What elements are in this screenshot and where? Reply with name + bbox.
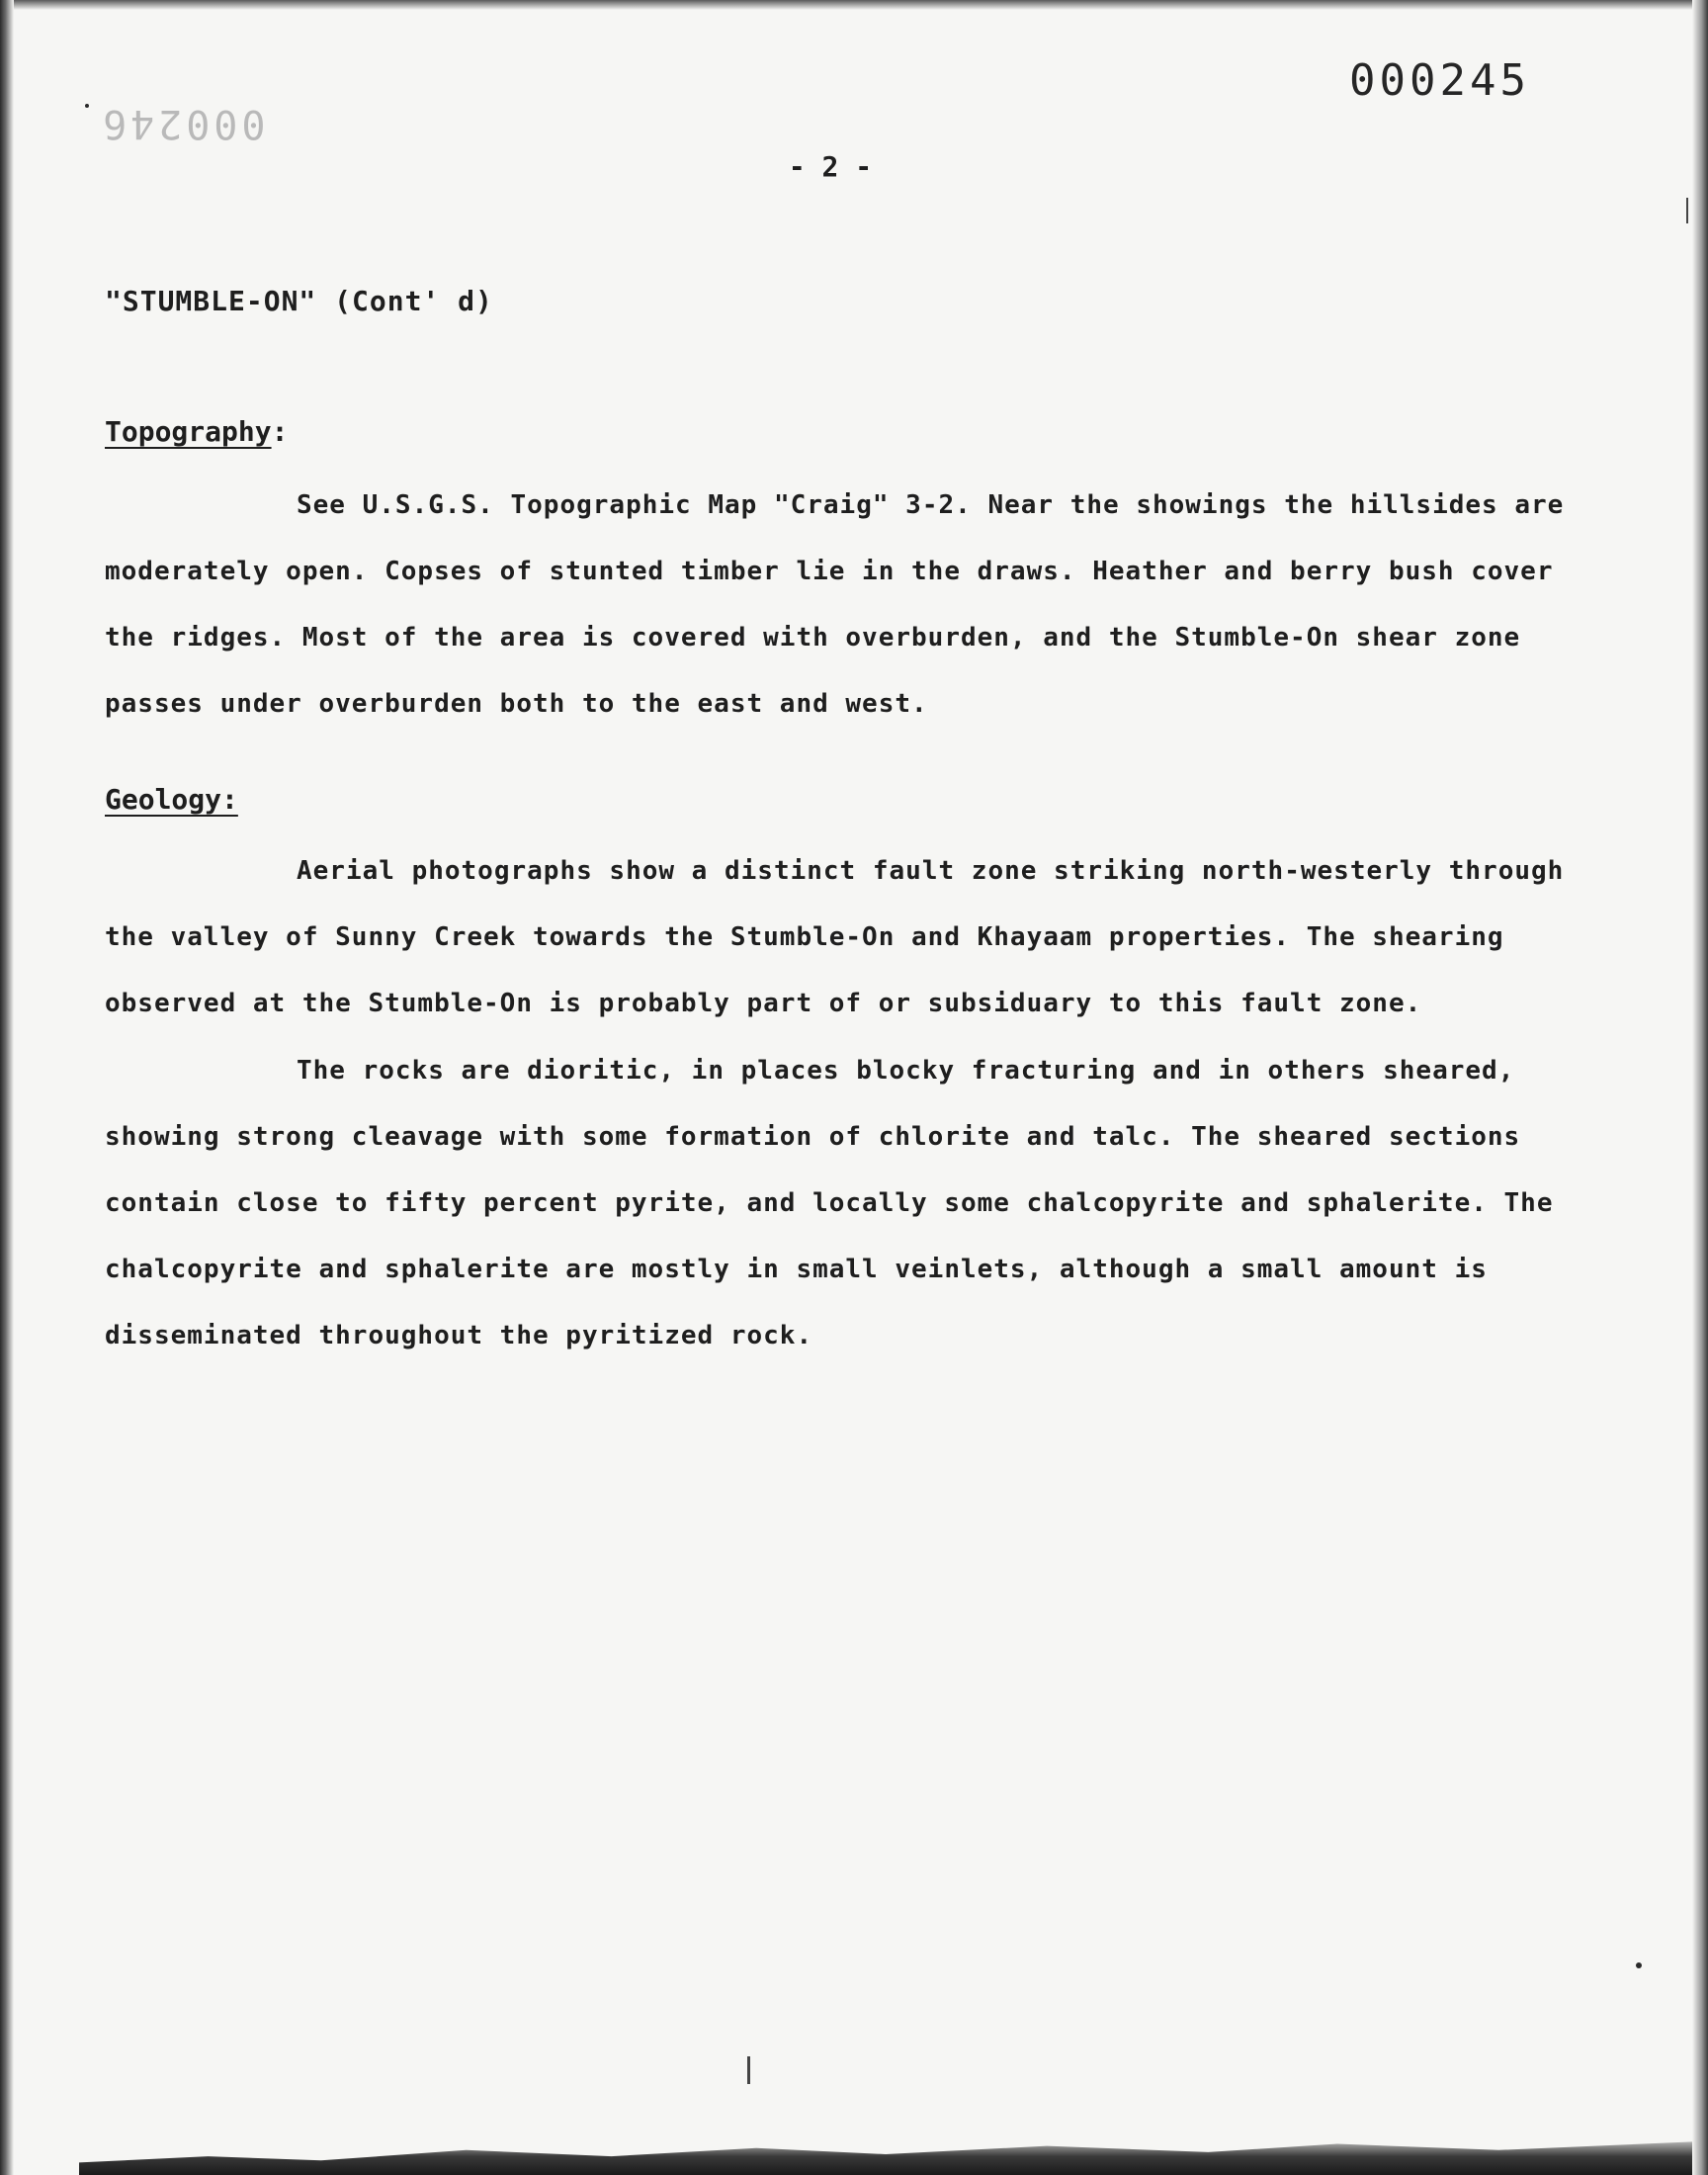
document-number-stamp: 000245 (1349, 55, 1530, 106)
paragraph-geology-1 (105, 838, 1587, 1037)
paragraph-topography (105, 473, 1587, 738)
paragraph-text: Aerial photographs show a distinct fault zone striking north-westerly through the valley of Sunny Creek towards the Stumble-On and Khayaam properties. The shearing observed at the Stumble-On is probably part of or subsiduary to this fault zone. (105, 856, 1565, 1018)
heading-colon: : (271, 415, 289, 448)
scan-mark (1686, 198, 1688, 223)
scan-speck (1636, 1962, 1642, 1968)
heading-text: Topography (105, 415, 272, 448)
scan-top-edge (0, 0, 1708, 10)
scan-bottom-edge (79, 2133, 1692, 2175)
scan-right-edge (1692, 0, 1708, 2175)
scan-left-edge (0, 0, 14, 2175)
document-title: "STUMBLE-ON" (Cont' d) (105, 285, 493, 317)
heading-text: Geology: (105, 783, 238, 816)
scan-mark (747, 2056, 750, 2084)
section-heading-geology (105, 783, 238, 816)
paragraph-geology-2 (105, 1038, 1587, 1369)
scan-speck (85, 104, 89, 108)
page-number: - 2 - (788, 150, 873, 183)
paragraph-text: The rocks are dioritic, in places blocky fracturing and in others sheared, showing strong cleavage with some formation of chlorite and talc. The sheared sections contain close to fifty percent pyrite, and locally some chalcopyrite and sphalerite. The chalcopyrite and sphalerite are mostly in small veinlets, although a small amount is disseminated throughout the pyritized rock. (105, 1056, 1554, 1350)
bleed-through-stamp: 000246 (99, 101, 266, 146)
paragraph-text: See U.S.G.S. Topographic Map "Craig" 3-2. Near the showings the hillsides are moderately open. Copses of stunted timber lie in the draws. Heather and berry bush cover the ridges. Most of the area is covered with overburden, and the Stumble-On shear zone passes under overburden both to the east and west. (105, 490, 1565, 719)
section-heading-topography (105, 415, 288, 448)
